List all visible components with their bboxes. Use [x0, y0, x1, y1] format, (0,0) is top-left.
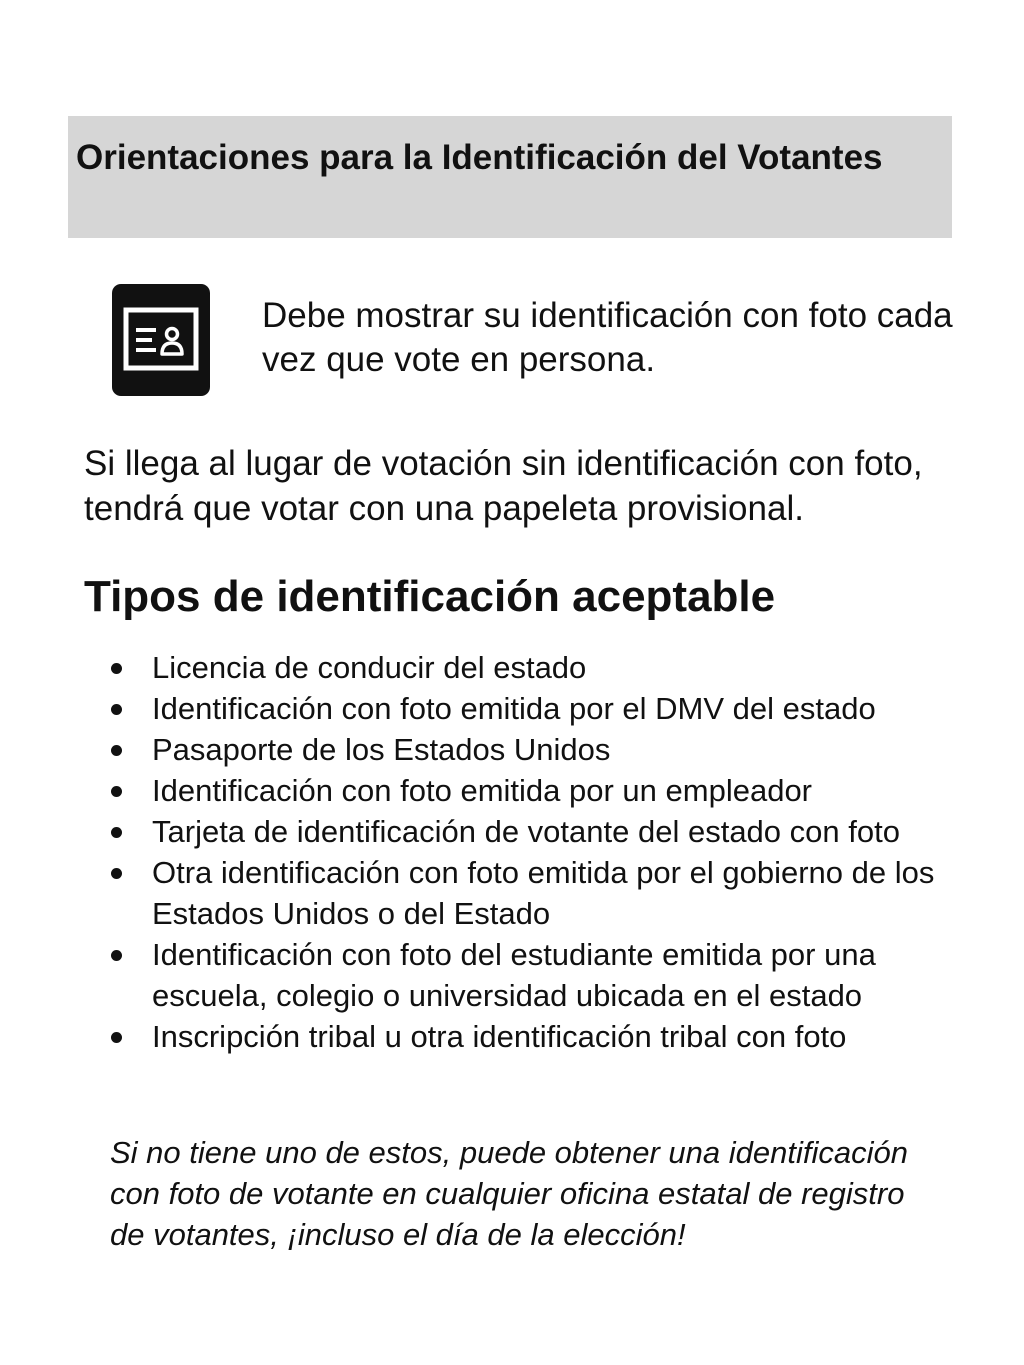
list-item — [0, 934, 962, 1016]
provisional-ballot-text: Si llega al lugar de votación sin identificación con foto, tendrá que votar con una papeleta provisional. — [84, 444, 923, 528]
intro-text: Debe mostrar su identificación con foto cada vez que vote en persona. — [262, 296, 953, 379]
list-item-text: Tarjeta de identificación de votante del estado con foto — [152, 814, 900, 849]
id-card-icon — [112, 284, 210, 396]
note-text: Si no tiene uno de estos, puede obtener una identificación con foto de votante en cualquier oficina estatal de registro de votantes, ¡incluso el día de la elección! — [110, 1135, 908, 1252]
bullet-icon — [111, 704, 122, 715]
list-item-text: Licencia de conducir del estado — [152, 650, 587, 685]
bullet-icon — [111, 745, 122, 756]
list-item-text: Pasaporte de los Estados Unidos — [152, 732, 611, 767]
bullet-icon — [111, 827, 122, 838]
acceptable-id-list — [0, 647, 1000, 1057]
list-item-text: Otra identificación con foto emitida por el gobierno de los Estados Unidos o del Estado — [152, 855, 935, 931]
section-heading: Tipos de identificación aceptable — [84, 572, 776, 621]
list-item-text: Identificación con foto del estudiante emitida por una escuela, colegio o universidad ubicada en el estado — [152, 937, 876, 1013]
bullet-icon — [111, 663, 122, 674]
list-item — [0, 770, 962, 811]
list-item — [0, 852, 962, 934]
page-title: Orientaciones para la Identificación del Votantes — [76, 138, 883, 177]
list-item — [0, 647, 962, 688]
header-band — [68, 116, 952, 238]
list-item — [0, 811, 962, 852]
list-item — [0, 688, 962, 729]
bullet-icon — [111, 786, 122, 797]
list-item-text: Identificación con foto emitida por el DMV del estado — [152, 691, 876, 726]
list-item-text: Inscripción tribal u otra identificación tribal con foto — [152, 1019, 847, 1054]
bullet-icon — [111, 1032, 122, 1043]
list-item — [0, 1016, 962, 1057]
list-item-text: Identificación con foto emitida por un empleador — [152, 773, 813, 808]
bullet-icon — [111, 868, 122, 879]
list-item — [0, 729, 962, 770]
bullet-icon — [111, 950, 122, 961]
